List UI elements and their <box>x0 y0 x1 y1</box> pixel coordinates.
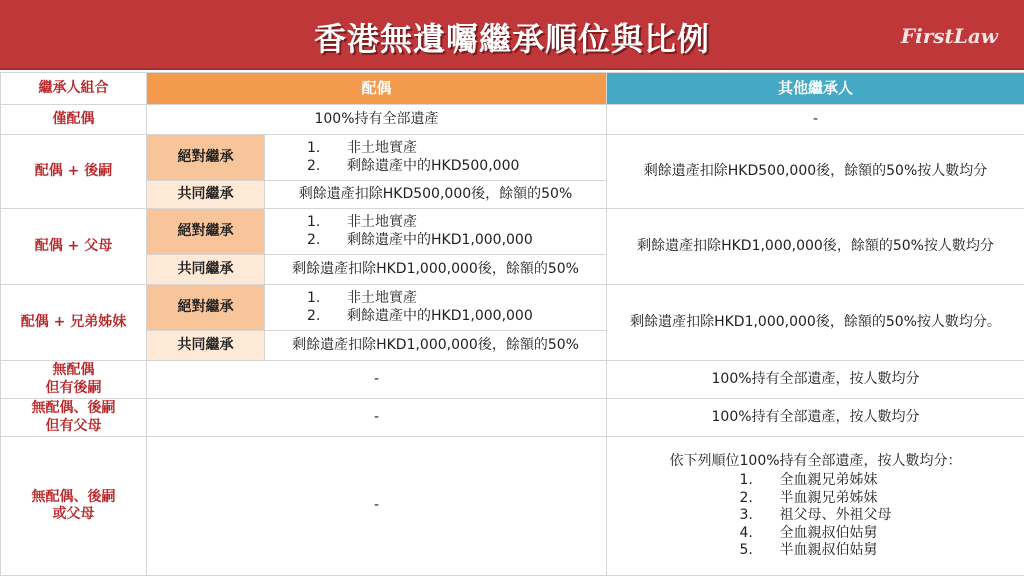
title-banner <box>0 0 1024 70</box>
tag-joint: 共同繼承 <box>147 255 265 285</box>
tag-joint: 共同繼承 <box>147 181 265 209</box>
row-label: 配偶 + 父母 <box>1 209 147 285</box>
list-item: 4. 全血親叔伯姑舅 <box>739 524 878 541</box>
row-no-spouse-others <box>1 437 1024 576</box>
tag-absolute: 絕對繼承 <box>147 285 265 331</box>
order-list <box>740 472 892 560</box>
row-spouse-only <box>1 105 1024 135</box>
joint-share: 剩餘遺產扣除HKD500,000後，餘額的50% <box>265 181 607 209</box>
row-spouse-parents <box>1 209 1024 255</box>
col-head-spouse: 配偶 <box>147 73 607 105</box>
spouse-share: - <box>147 361 607 399</box>
list-item: 3. 祖父母、外祖父母 <box>739 507 892 523</box>
other-share: - <box>607 105 1024 135</box>
joint-share: 剩餘遺產扣除HKD1,000,000後，餘額的50% <box>265 331 607 361</box>
tag-absolute: 絕對繼承 <box>147 135 265 181</box>
list-item: 1. 全血親兄弟姊妹 <box>739 472 878 488</box>
row-label: 無配偶、後嗣 或父母 <box>1 437 147 576</box>
other-share: 剩餘遺產扣除HKD1,000,000後，餘額的50%按人數均分。 <box>607 285 1024 361</box>
list-item: 2. 剩餘遺產中的HKD500,000 <box>307 157 520 174</box>
row-label: 配偶 + 兄弟姊妹 <box>1 285 147 361</box>
other-share <box>607 437 1024 576</box>
list-item: 2. 半血親兄弟姊妹 <box>739 489 878 506</box>
list-item: 2. 剩餘遺產中的HKD1,000,000 <box>307 307 533 324</box>
tag-joint: 共同繼承 <box>147 331 265 361</box>
other-share: 剩餘遺產扣除HKD1,000,000後，餘額的50%按人數均分 <box>607 209 1024 285</box>
row-no-spouse-issue <box>1 361 1024 399</box>
row-spouse-siblings <box>1 285 1024 331</box>
spouse-share: - <box>147 437 607 576</box>
spouse-share: 100%持有全部遺產 <box>147 105 607 135</box>
spouse-share: - <box>147 399 607 437</box>
absolute-share <box>265 135 607 181</box>
other-share: 100%持有全部遺產，按人數均分 <box>607 399 1024 437</box>
list-item: 1. 非土地實產 <box>307 140 417 156</box>
row-label: 配偶 + 後嗣 <box>1 135 147 209</box>
row-label: 無配偶、後嗣 但有父母 <box>1 399 147 437</box>
row-label: 僅配偶 <box>1 105 147 135</box>
tag-absolute: 絕對繼承 <box>147 209 265 255</box>
page-title: 香港無遺囑繼承順位與比例 <box>313 20 710 58</box>
list-item: 1. 非土地實產 <box>307 214 417 230</box>
brand-logo: FirstLaw <box>900 24 998 48</box>
row-no-spouse-parents <box>1 399 1024 437</box>
other-share: 100%持有全部遺產，按人數均分 <box>607 361 1024 399</box>
row-spouse-issue <box>1 135 1024 181</box>
absolute-share <box>265 285 607 331</box>
order-intro: 依下列順位100%持有全部遺產，按人數均分： <box>669 452 962 469</box>
inheritance-table <box>0 72 1024 576</box>
list-item: 2. 剩餘遺產中的HKD1,000,000 <box>307 231 533 248</box>
header-row <box>1 73 1024 105</box>
row-label: 無配偶 但有後嗣 <box>1 361 147 399</box>
col-head-other: 其他繼承人 <box>607 73 1024 105</box>
joint-share: 剩餘遺產扣除HKD1,000,000後，餘額的50% <box>265 255 607 285</box>
absolute-share <box>265 209 607 255</box>
list-item: 5. 半血親叔伯姑舅 <box>739 542 878 558</box>
other-share: 剩餘遺產扣除HKD500,000後，餘額的50%按人數均分 <box>607 135 1024 209</box>
col-head-heirs: 繼承人組合 <box>1 73 147 105</box>
list-item: 1. 非土地實產 <box>307 290 417 306</box>
